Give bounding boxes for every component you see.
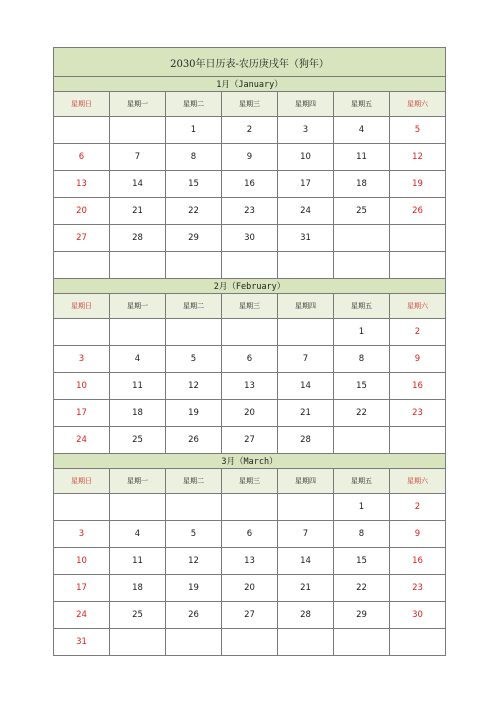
day-cell [54,494,110,521]
day-cell [222,494,278,521]
day-cell [110,494,166,521]
weekday-label: 星期六 [390,294,446,319]
weekday-header-row [54,294,446,319]
month-header-row [54,454,446,469]
day-cell: 26 [390,198,446,225]
day-cell: 12 [390,144,446,171]
day-cell: 1 [166,117,222,144]
week-row [54,373,446,400]
day-cell: 5 [390,117,446,144]
day-cell: 13 [222,373,278,400]
day-cell: 22 [334,575,390,602]
weekday-label: 星期四 [278,294,334,319]
day-cell: 28 [278,602,334,629]
weekday-label: 星期三 [222,294,278,319]
day-cell: 27 [222,602,278,629]
day-cell [222,629,278,656]
week-row [54,225,446,252]
week-row [54,494,446,521]
week-row [54,427,446,454]
day-cell: 4 [334,117,390,144]
day-cell: 31 [278,225,334,252]
week-row [54,252,446,279]
day-cell: 14 [110,171,166,198]
day-cell [390,225,446,252]
weekday-label: 星期四 [278,92,334,117]
day-cell [278,319,334,346]
weekday-label: 星期五 [334,294,390,319]
month-label: 1月（January） [54,77,446,92]
day-cell: 17 [54,400,110,427]
day-cell: 30 [390,602,446,629]
day-cell: 1 [334,319,390,346]
day-cell: 21 [110,198,166,225]
weekday-label: 星期一 [110,469,166,494]
day-cell: 16 [390,373,446,400]
day-cell: 5 [166,521,222,548]
weekday-label: 星期六 [390,92,446,117]
day-cell: 27 [222,427,278,454]
calendar-body [54,48,446,656]
day-cell: 16 [390,548,446,575]
day-cell: 3 [278,117,334,144]
week-row [54,144,446,171]
weekday-header-row [54,469,446,494]
day-cell [54,319,110,346]
week-row [54,575,446,602]
day-cell: 7 [278,346,334,373]
day-cell: 25 [110,427,166,454]
day-cell: 18 [110,575,166,602]
day-cell [278,494,334,521]
day-cell: 1 [334,494,390,521]
day-cell: 14 [278,548,334,575]
day-cell: 8 [166,144,222,171]
day-cell: 25 [110,602,166,629]
day-cell [166,629,222,656]
weekday-label: 星期五 [334,469,390,494]
day-cell: 3 [54,346,110,373]
weekday-label: 星期日 [54,469,110,494]
day-cell [54,252,110,279]
day-cell: 31 [54,629,110,656]
day-cell: 11 [334,144,390,171]
week-row [54,521,446,548]
weekday-label: 星期二 [166,92,222,117]
day-cell: 15 [334,373,390,400]
day-cell: 9 [390,521,446,548]
weekday-label: 星期一 [110,92,166,117]
day-cell: 26 [166,427,222,454]
month-header-row [54,279,446,294]
day-cell: 24 [54,602,110,629]
day-cell: 13 [222,548,278,575]
weekday-label: 星期六 [390,469,446,494]
day-cell: 29 [166,225,222,252]
day-cell: 18 [334,171,390,198]
day-cell: 4 [110,521,166,548]
day-cell: 25 [334,198,390,225]
day-cell: 14 [278,373,334,400]
week-row [54,319,446,346]
day-cell: 6 [222,346,278,373]
week-row [54,602,446,629]
day-cell: 27 [54,225,110,252]
day-cell [390,427,446,454]
day-cell [166,319,222,346]
day-cell: 10 [54,548,110,575]
day-cell: 10 [278,144,334,171]
day-cell: 15 [334,548,390,575]
day-cell [278,629,334,656]
day-cell: 13 [54,171,110,198]
month-label: 3月（March） [54,454,446,469]
day-cell [390,252,446,279]
day-cell: 28 [110,225,166,252]
day-cell: 17 [278,171,334,198]
day-cell: 30 [222,225,278,252]
day-cell: 24 [278,198,334,225]
day-cell: 19 [390,171,446,198]
day-cell [110,319,166,346]
day-cell: 2 [222,117,278,144]
day-cell: 6 [222,521,278,548]
day-cell: 21 [278,575,334,602]
day-cell: 2 [390,319,446,346]
week-row [54,198,446,225]
week-row [54,171,446,198]
day-cell [110,252,166,279]
day-cell: 8 [334,346,390,373]
day-cell [334,629,390,656]
day-cell: 16 [222,171,278,198]
day-cell: 23 [390,400,446,427]
day-cell: 19 [166,400,222,427]
weekday-label: 星期日 [54,294,110,319]
day-cell: 19 [166,575,222,602]
day-cell: 20 [222,400,278,427]
day-cell: 2 [390,494,446,521]
day-cell: 11 [110,373,166,400]
weekday-header-row [54,92,446,117]
day-cell: 10 [54,373,110,400]
day-cell [54,117,110,144]
day-cell [166,252,222,279]
day-cell: 17 [54,575,110,602]
day-cell: 9 [222,144,278,171]
day-cell [334,427,390,454]
day-cell: 12 [166,373,222,400]
day-cell: 28 [278,427,334,454]
day-cell: 18 [110,400,166,427]
day-cell: 22 [166,198,222,225]
day-cell [110,117,166,144]
week-row [54,117,446,144]
day-cell: 23 [222,198,278,225]
weekday-label: 星期二 [166,469,222,494]
day-cell [222,252,278,279]
weekday-label: 星期三 [222,92,278,117]
day-cell: 29 [334,602,390,629]
week-row [54,346,446,373]
weekday-label: 星期五 [334,92,390,117]
day-cell: 21 [278,400,334,427]
day-cell: 12 [166,548,222,575]
month-header-row [54,77,446,92]
day-cell [334,225,390,252]
calendar-table [53,47,446,656]
day-cell: 6 [54,144,110,171]
day-cell: 23 [390,575,446,602]
day-cell: 24 [54,427,110,454]
title-row [54,48,446,77]
weekday-label: 星期一 [110,294,166,319]
day-cell: 11 [110,548,166,575]
day-cell: 22 [334,400,390,427]
week-row [54,548,446,575]
day-cell: 7 [110,144,166,171]
day-cell: 7 [278,521,334,548]
day-cell [390,629,446,656]
month-label: 2月（February） [54,279,446,294]
day-cell [222,319,278,346]
day-cell: 26 [166,602,222,629]
day-cell: 20 [54,198,110,225]
day-cell [110,629,166,656]
calendar-title: 2030年日历表-农历庚戌年（狗年） [54,48,446,77]
day-cell [334,252,390,279]
weekday-label: 星期日 [54,92,110,117]
weekday-label: 星期二 [166,294,222,319]
day-cell: 20 [222,575,278,602]
day-cell: 4 [110,346,166,373]
day-cell: 8 [334,521,390,548]
week-row [54,400,446,427]
day-cell [166,494,222,521]
weekday-label: 星期四 [278,469,334,494]
day-cell: 9 [390,346,446,373]
day-cell: 3 [54,521,110,548]
day-cell: 5 [166,346,222,373]
weekday-label: 星期三 [222,469,278,494]
day-cell [278,252,334,279]
day-cell: 15 [166,171,222,198]
week-row [54,629,446,656]
